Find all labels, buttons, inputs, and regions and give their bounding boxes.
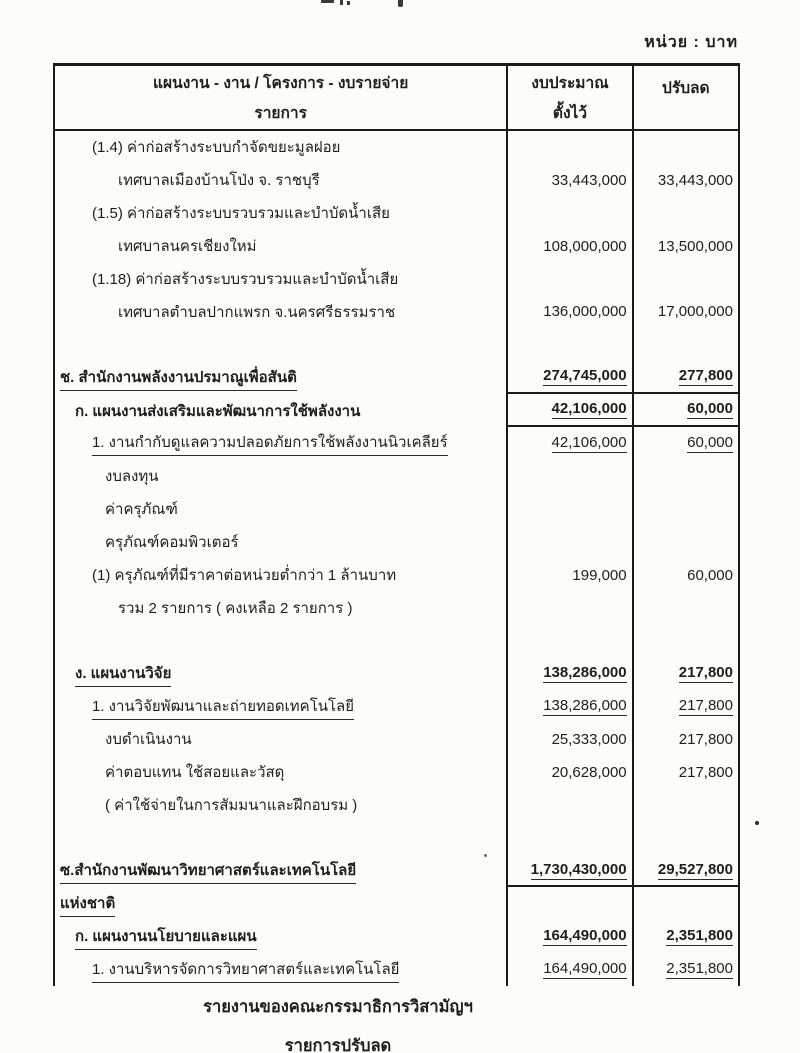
table-row bbox=[55, 394, 738, 427]
budget-amount-cell bbox=[506, 230, 631, 263]
reduction-amount-cell bbox=[632, 164, 738, 197]
table-row bbox=[55, 953, 738, 986]
budget-amount: 199,000 bbox=[572, 566, 627, 584]
budget-amount-cell bbox=[506, 263, 631, 296]
budget-amount-cell bbox=[506, 131, 631, 164]
reduction-amount-cell bbox=[632, 690, 738, 723]
table-row bbox=[55, 559, 738, 592]
reduction-amount-cell bbox=[632, 493, 738, 526]
budget-amount-cell bbox=[506, 657, 631, 690]
reduction-amount-cell bbox=[632, 723, 738, 756]
budget-amount: 20,628,000 bbox=[551, 763, 627, 781]
table-row bbox=[55, 723, 738, 756]
budget-amount-cell bbox=[506, 887, 631, 920]
budget-amount: 25,333,000 bbox=[551, 730, 627, 748]
reduction-amount-cell bbox=[632, 855, 738, 888]
table-row bbox=[55, 756, 738, 789]
row-label: 1. งานบริหารจัดการวิทยาศาสตร์และเทคโนโลยี bbox=[92, 957, 399, 983]
footer-reduction-list: รายการปรับลด bbox=[284, 1037, 392, 1053]
reduction-amount-cell bbox=[632, 131, 738, 164]
budget-amount: 33,443,000 bbox=[551, 171, 627, 189]
budget-amount-cell bbox=[506, 723, 631, 756]
budget-amount: 138,286,000 bbox=[543, 664, 627, 682]
budget-amount: 164,490,000 bbox=[543, 927, 627, 945]
budget-amount-cell bbox=[506, 920, 631, 953]
row-label: งบลงทุน bbox=[105, 468, 159, 486]
budget-amount-cell bbox=[506, 624, 631, 657]
budget-amount: 108,000,000 bbox=[543, 237, 627, 255]
reduction-amount-cell bbox=[632, 361, 738, 394]
row-label: (1) ครุภัณฑ์ที่มีราคาต่อหน่วยต่ำกว่า 1 ล้านบาท bbox=[92, 567, 397, 585]
row-label: ค่าครุภัณฑ์ bbox=[105, 501, 178, 519]
budget-amount-cell bbox=[506, 756, 631, 789]
budget-amount-cell bbox=[506, 559, 631, 592]
header-col-reduction bbox=[632, 66, 738, 129]
budget-amount: 138,286,000 bbox=[543, 697, 627, 715]
table-row bbox=[55, 328, 738, 361]
table-body bbox=[55, 131, 738, 986]
header-col-budget bbox=[506, 66, 631, 129]
row-label: ง. แผนงานวิจัย bbox=[75, 661, 171, 687]
budget-amount: 274,745,000 bbox=[543, 367, 627, 385]
page-footer bbox=[0, 994, 676, 1053]
footer-report-title: รายงานของคณะกรรมาธิการวิสามัญฯ bbox=[203, 998, 473, 1016]
budget-amount: 1,730,430,000 bbox=[530, 860, 627, 878]
reduction-amount-cell bbox=[632, 230, 738, 263]
table-row bbox=[55, 887, 738, 920]
row-label: ( ค่าใช้จ่ายในการสัมมนาและฝึกอบรม ) bbox=[105, 797, 358, 815]
budget-amount-cell bbox=[506, 427, 631, 460]
row-label: 1. งานกำกับดูแลความปลอดภัยการใช้พลังงานนิวเคลียร์ bbox=[92, 430, 448, 456]
reduction-amount-cell bbox=[632, 263, 738, 296]
row-label: ก. แผนงานส่งเสริมและพัฒนาการใช้พลังงาน bbox=[75, 402, 361, 420]
reduction-amount-cell bbox=[632, 526, 738, 559]
budget-amount-cell bbox=[506, 789, 631, 822]
reduction-amount-cell bbox=[632, 756, 738, 789]
budget-amount: 42,106,000 bbox=[551, 400, 627, 418]
budget-amount-cell bbox=[506, 822, 631, 855]
reduction-amount-cell bbox=[632, 887, 738, 920]
budget-table bbox=[53, 63, 740, 986]
header-budget-line1: งบประมาณ bbox=[531, 75, 609, 93]
reduction-amount-cell bbox=[632, 657, 738, 690]
reduction-amount: 2,351,800 bbox=[666, 927, 733, 945]
budget-amount-cell bbox=[506, 197, 631, 230]
scan-speck bbox=[484, 854, 487, 857]
row-label: รวม 2 รายการ ( คงเหลือ 2 รายการ ) bbox=[118, 599, 353, 617]
budget-amount: 164,490,000 bbox=[543, 960, 627, 978]
budget-amount: 136,000,000 bbox=[543, 303, 627, 321]
table-row bbox=[55, 460, 738, 493]
row-label: (1.4) ค่าก่อสร้างระบบกำจัดขยะมูลฝอย bbox=[92, 139, 341, 157]
table-row bbox=[55, 131, 738, 164]
table-row bbox=[55, 526, 738, 559]
row-label: ช. สำนักงานพลังงานปรมาณูเพื่อสันติ bbox=[60, 365, 297, 391]
reduction-amount-cell bbox=[632, 789, 738, 822]
page-number-fragment-mark bbox=[398, 0, 403, 7]
budget-amount-cell bbox=[506, 295, 631, 328]
table-row bbox=[55, 493, 738, 526]
budget-amount: 42,106,000 bbox=[551, 433, 627, 451]
header-budget-line2: ตั้งไว้ bbox=[552, 104, 588, 122]
reduction-amount-cell bbox=[632, 427, 738, 460]
table-row bbox=[55, 295, 738, 328]
page-number-fragment-mark bbox=[340, 0, 343, 5]
budget-amount-cell bbox=[506, 328, 631, 361]
budget-amount-cell bbox=[506, 953, 631, 986]
table-row bbox=[55, 427, 738, 460]
reduction-amount-cell bbox=[632, 953, 738, 986]
row-label: เทศบาลตำบลปากแพรก จ.นครศรีธรรมราช bbox=[118, 303, 396, 321]
table-row bbox=[55, 690, 738, 723]
reduction-amount: 60,000 bbox=[687, 433, 733, 451]
reduction-amount-cell bbox=[632, 822, 738, 855]
row-label: (1.5) ค่าก่อสร้างระบบรวบรวมและบำบัดน้ำเสีย bbox=[92, 205, 390, 223]
reduction-amount: 17,000,000 bbox=[657, 303, 733, 321]
budget-amount-cell bbox=[506, 164, 631, 197]
budget-amount-cell bbox=[506, 493, 631, 526]
table-row bbox=[55, 230, 738, 263]
reduction-amount-cell bbox=[632, 394, 738, 427]
table-row bbox=[55, 164, 738, 197]
budget-amount-cell bbox=[506, 591, 631, 624]
reduction-amount: 217,800 bbox=[678, 697, 733, 715]
row-label: ซ.สำนักงานพัฒนาวิทยาศาสตร์และเทคโนโลยี bbox=[60, 858, 356, 884]
reduction-amount-cell bbox=[632, 920, 738, 953]
budget-amount-cell bbox=[506, 855, 631, 888]
reduction-amount-cell bbox=[632, 460, 738, 493]
row-label: ค่าตอบแทน ใช้สอยและวัสดุ bbox=[105, 764, 285, 782]
table-row bbox=[55, 624, 738, 657]
row-label: (1.18) ค่าก่อสร้างระบบรวบรวมและบำบัดน้ำเสีย bbox=[92, 271, 399, 288]
budget-amount-cell bbox=[506, 526, 631, 559]
reduction-amount: 277,800 bbox=[678, 367, 733, 385]
page-number-fragment-mark bbox=[347, 1, 350, 5]
reduction-amount-cell bbox=[632, 328, 738, 361]
reduction-amount-cell bbox=[632, 624, 738, 657]
table-row bbox=[55, 822, 738, 855]
table-row bbox=[55, 197, 738, 230]
budget-amount-cell bbox=[506, 460, 631, 493]
row-label: เทศบาลนครเชียงใหม่ bbox=[118, 238, 257, 256]
reduction-amount: 217,800 bbox=[678, 730, 733, 748]
reduction-amount: 60,000 bbox=[687, 400, 733, 418]
row-label: ก. แผนงานนโยบายและแผน bbox=[75, 924, 257, 950]
table-row bbox=[55, 920, 738, 953]
budget-amount-cell bbox=[506, 361, 631, 394]
reduction-amount-cell bbox=[632, 197, 738, 230]
row-label: ครุภัณฑ์คอมพิวเตอร์ bbox=[105, 534, 239, 552]
reduction-amount: 217,800 bbox=[678, 763, 733, 781]
unit-label: หน่วย : บาท bbox=[644, 34, 738, 51]
table-header bbox=[55, 66, 738, 131]
reduction-amount: 217,800 bbox=[678, 664, 733, 682]
row-label: 1. งานวิจัยพัฒนาและถ่ายทอดเทคโนโลยี bbox=[92, 694, 354, 720]
table-row bbox=[55, 591, 738, 624]
header-plan-line2: รายการ bbox=[254, 104, 307, 122]
header-plan-line1: แผนงาน - งาน / โครงการ - งบรายจ่าย bbox=[153, 75, 409, 93]
table-row bbox=[55, 263, 738, 296]
reduction-amount: 2,351,800 bbox=[666, 960, 733, 978]
header-reduction-label: ปรับลด bbox=[662, 80, 710, 97]
reduction-amount: 60,000 bbox=[687, 566, 733, 584]
header-col-plan bbox=[55, 66, 506, 129]
page-number-fragment-mark bbox=[321, 0, 334, 3]
table-row bbox=[55, 855, 738, 888]
reduction-amount-cell bbox=[632, 591, 738, 624]
reduction-amount-cell bbox=[632, 295, 738, 328]
budget-amount-cell bbox=[506, 394, 631, 427]
table-row bbox=[55, 657, 738, 690]
budget-amount-cell bbox=[506, 690, 631, 723]
row-label: เทศบาลเมืองบ้านโป่ง จ. ราชบุรี bbox=[118, 172, 320, 190]
table-row bbox=[55, 361, 738, 394]
reduction-amount: 29,527,800 bbox=[657, 860, 733, 878]
reduction-amount: 33,443,000 bbox=[657, 171, 733, 189]
row-label: แห่งชาติ bbox=[60, 891, 115, 917]
row-label: งบดำเนินงาน bbox=[105, 731, 192, 749]
reduction-amount: 13,500,000 bbox=[657, 237, 733, 255]
reduction-amount-cell bbox=[632, 559, 738, 592]
table-row bbox=[55, 789, 738, 822]
scan-speck bbox=[755, 821, 759, 825]
